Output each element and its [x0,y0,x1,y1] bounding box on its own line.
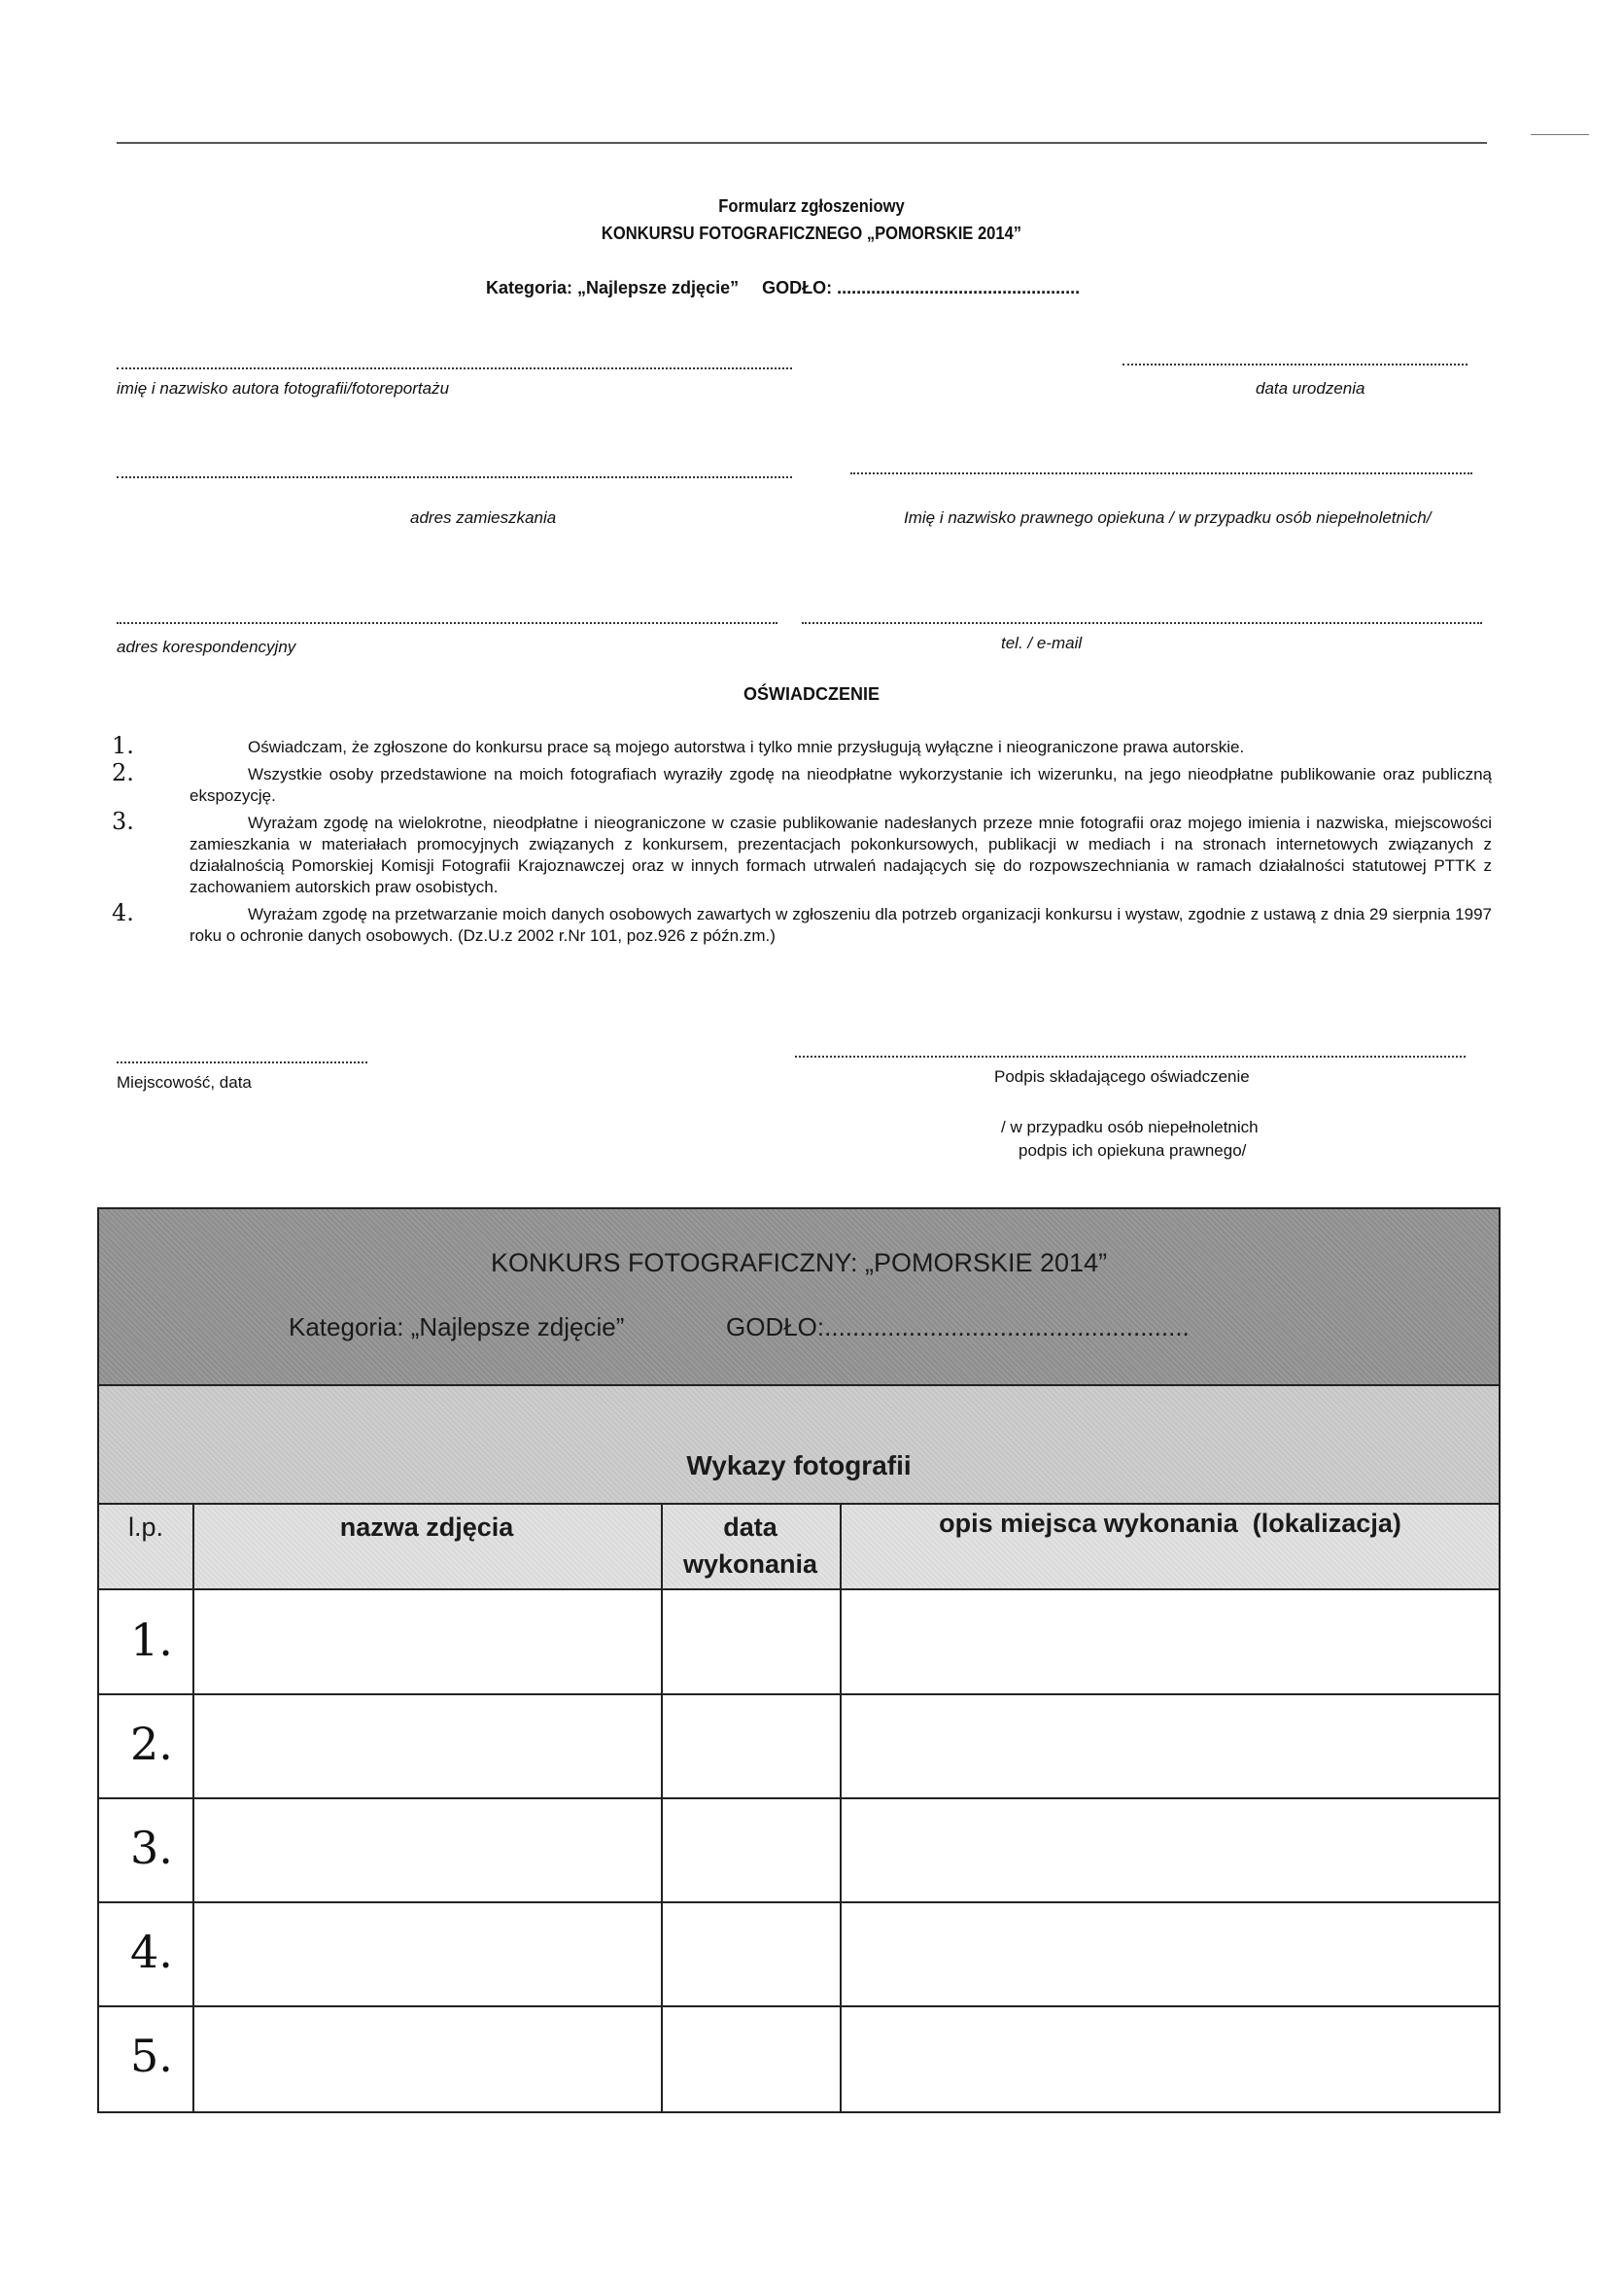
table-row[interactable] [99,2006,1499,2109]
column-header-lp: l.p. [127,1513,164,1542]
declaration-text: Oświadczam, że zgłoszone do konkursu prace są mojego autorstwa i tylko mnie przysługują wyłączne i nieograniczone prawa autorskie. [248,738,1245,756]
photo-list-table [97,1207,1501,2113]
row-number: 4. [130,1926,173,1978]
birth-date-label: data urodzenia [1256,379,1365,398]
address-line[interactable] [117,476,792,478]
column-header-location: opis miejsca wykonania (lokalizacja) [939,1509,1401,1538]
category-line [486,278,1080,298]
signer-label: Podpis składającego oświadczenie [994,1067,1250,1086]
top-rule-fragment [1531,134,1589,135]
table-title: KONKURS FOTOGRAFICZNY: „POMORSKIE 2014” [490,1248,1108,1277]
declaration-item [112,899,1492,947]
row-number: 3. [130,1822,173,1874]
declaration-number: 2. [112,759,134,786]
form-subtitle: KONKURSU FOTOGRAFICZNEGO „POMORSKIE 2014” [601,224,1022,243]
contact-label: tel. / e-mail [1001,634,1083,652]
table-row[interactable] [99,1902,1499,2007]
guardian-line[interactable] [850,472,1472,474]
declaration-heading: OŚWIADCZENIE [742,684,880,704]
table-subtitle-band [99,1386,1499,1505]
row-number: 5. [130,2030,173,2082]
declaration-number: 4. [112,899,134,926]
declaration-text: Wyrażam zgodę na wielokrotne, nieodpłatne i nieograniczone w czasie publikowanie nadesłanych przeze mnie fotografii oraz mojego imienia i nazwiska, miejscowości zamieszkania w materiałach promocyjnych związanych z konkursem, prezentacjach pokonkursowych, publikacji w mediach i na stronach internetowych związanych z działalnością Pomorskiej Komisji Fotografii Krajoznawczej oraz w innych formach utrwaleń nadających się do rozpowszechniania w ramach działalności statutowej PTTK z zachowaniem autorskich praw osobistych. [190,814,1492,896]
declaration-number: 3. [112,808,134,835]
address-label: adres zamieszkania [410,508,557,527]
column-header-name: nazwa zdjęcia [339,1513,514,1542]
declaration-list [112,732,1492,953]
godlo-field[interactable]: GODŁO: .................................................. [762,278,1081,297]
signature-line[interactable] [795,1056,1466,1058]
table-subtitle: Wykazy fotografii [686,1450,912,1480]
form-title: Formularz zgłoszeniowy [718,196,905,216]
birth-date-line[interactable] [1122,364,1468,365]
guardian-note-line2: podpis ich opiekuna prawnego/ [1019,1141,1247,1160]
declaration-number: 1. [112,732,134,759]
table-row[interactable] [99,1694,1499,1799]
declaration-item [112,808,1492,898]
author-name-label: imię i nazwisko autora fotografii/fotoreportażu [117,379,450,398]
row-number: 1. [130,1614,173,1666]
column-header-row [99,1505,1499,1590]
table-header-band [99,1209,1499,1386]
declaration-text: Wszystkie osoby przedstawione na moich fotografiach wyraziły zgodę na nieodpłatne wykorzystanie ich wizerunku, na jego nieodpłatne publikowanie oraz publiczną ekspozycję. [190,765,1492,805]
row-number: 2. [130,1718,173,1770]
contact-line[interactable] [802,622,1482,624]
place-date-label: Miejscowość, data [117,1073,252,1092]
correspondence-line[interactable] [117,622,777,624]
author-name-line[interactable] [117,367,792,369]
declaration-text: Wyrażam zgodę na przetwarzanie moich danych osobowych zawartych w zgłoszeniu dla potrzeb organizacji konkursu i wystaw, zgodnie z ustawą z dnia 29 sierpnia 1997 roku o ochronie danych osobowych. (Dz.U.z 2002 r.Nr 101, poz.926 z późn.zm.) [190,905,1492,945]
declaration-item [112,732,1492,759]
correspondence-label: adres korespondencyjny [117,638,296,656]
top-rule [117,142,1487,144]
table-category: Kategoria: „Najlepsze zdjęcie” [289,1312,625,1341]
table-row[interactable] [99,1798,1499,1903]
table-row[interactable] [99,1590,1499,1695]
declaration-item [112,759,1492,807]
place-date-line[interactable] [117,1061,367,1063]
category-label: Kategoria: „Najlepsze zdjęcie” [486,278,740,297]
column-header-date: data wykonania [682,1513,818,1579]
guardian-note-line1: / w przypadku osób niepełnoletnich [1001,1118,1259,1136]
table-godlo-field[interactable]: GODŁO:.................................................... [726,1312,1190,1341]
guardian-label: Imię i nazwisko prawnego opiekuna / w przypadku osób niepełnoletnich/ [904,508,1432,527]
